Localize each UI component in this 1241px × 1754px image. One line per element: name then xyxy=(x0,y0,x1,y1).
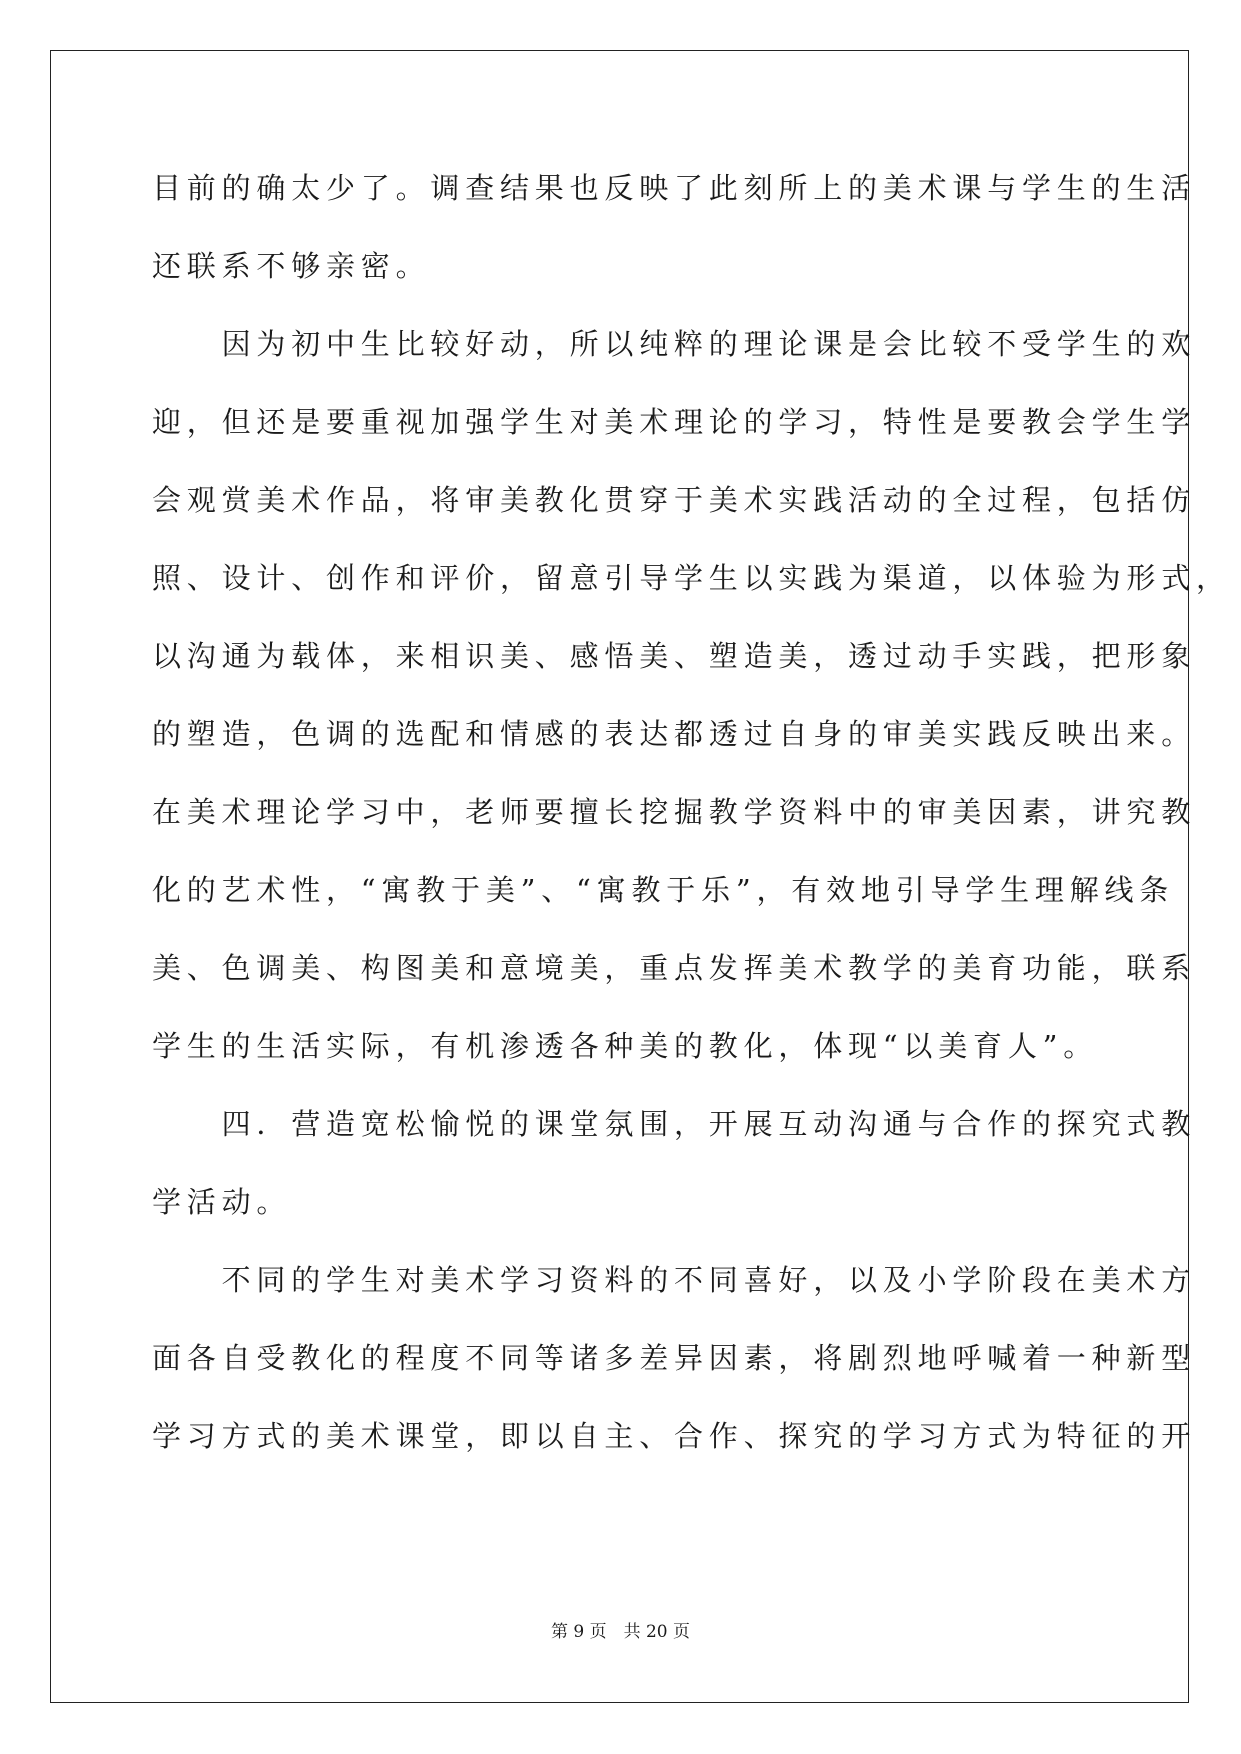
text-line: 学活动。 xyxy=(152,1185,292,1219)
text-line: 在美术理论学习中，老师要擅长挖掘教学资料中的审美因素，讲究教 xyxy=(152,795,1197,829)
text-line: 目前的确太少了。调查结果也反映了此刻所上的美术课与学生的生活 xyxy=(152,171,1197,205)
text-line: 还联系不够亲密。 xyxy=(152,249,431,283)
text-line: 照、设计、创作和评价，留意引导学生以实践为渠道，以体验为形式， xyxy=(152,561,1231,595)
text-line: 以沟通为载体，来相识美、感悟美、塑造美，透过动手实践，把形象 xyxy=(152,639,1197,673)
text-line: 迎，但还是要重视加强学生对美术理论的学习，特性是要教会学生学 xyxy=(152,405,1197,439)
text-line: 美、色调美、构图美和意境美，重点发挥美术教学的美育功能，联系 xyxy=(152,951,1197,985)
text-line: 化的艺术性，“寓教于美”、“寓教于乐”，有效地引导学生理解线条 xyxy=(152,873,1175,907)
text-line: 面各自受教化的程度不同等诸多差异因素，将剧烈地呼喊着一种新型 xyxy=(152,1341,1197,1375)
text-line: 学习方式的美术课堂，即以自主、合作、探究的学习方式为特征的开 xyxy=(152,1419,1197,1453)
text-line: 不同的学生对美术学习资料的不同喜好，以及小学阶段在美术方 xyxy=(152,1263,1197,1297)
text-line: 的塑造，色调的选配和情感的表达都透过自身的审美实践反映出来。 xyxy=(152,717,1197,751)
text-line: 学生的生活实际，有机渗透各种美的教化，体现“以美育人”。 xyxy=(152,1029,1099,1063)
text-line: 四．营造宽松愉悦的课堂氛围，开展互动沟通与合作的探究式教 xyxy=(152,1107,1197,1141)
page-number: 第 9 页 共 20 页 xyxy=(550,1622,691,1642)
text-line: 会观赏美术作品，将审美教化贯穿于美术实践活动的全过程，包括仿 xyxy=(152,483,1197,517)
text-line: 因为初中生比较好动，所以纯粹的理论课是会比较不受学生的欢 xyxy=(152,327,1197,361)
